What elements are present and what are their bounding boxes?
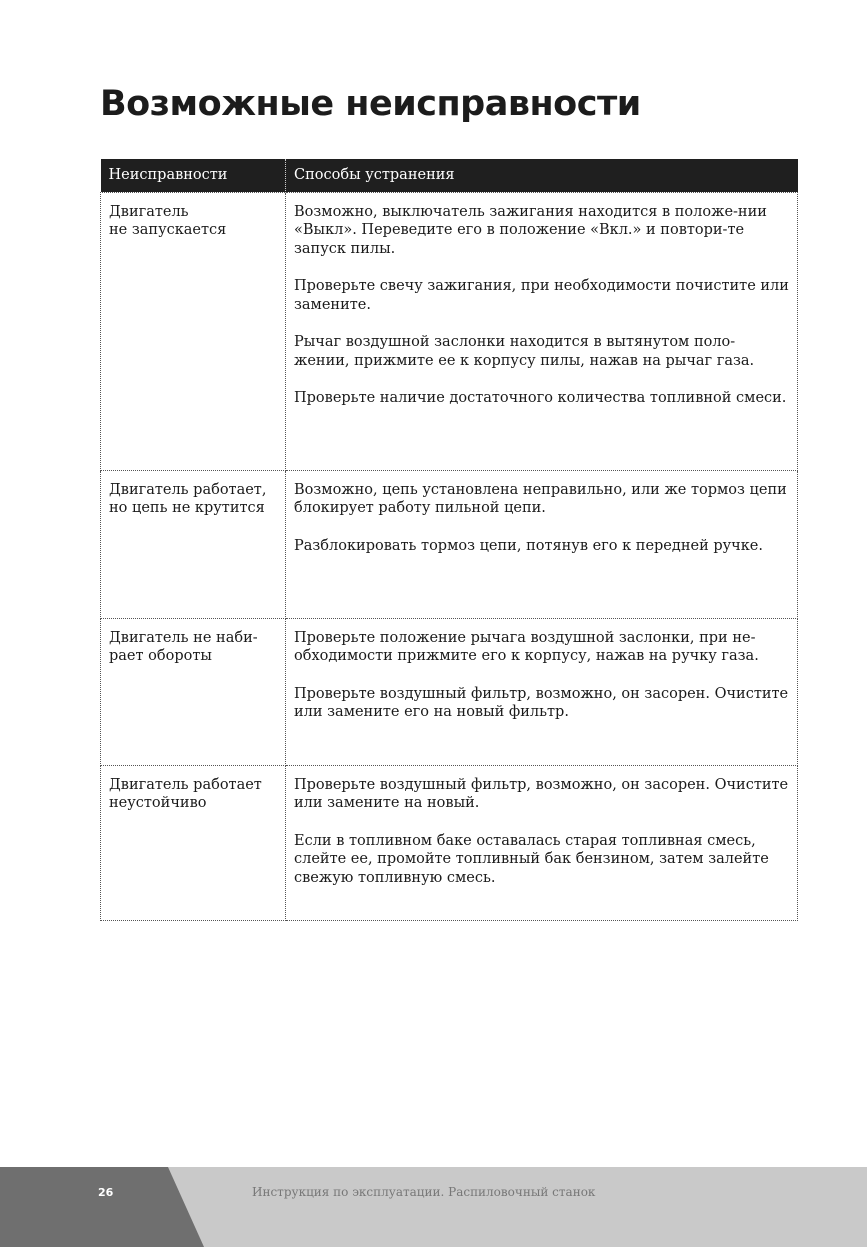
- page-number: 26: [98, 1186, 114, 1199]
- remedy-cell: [286, 618, 798, 765]
- fault-line: Двигатель работает,: [109, 481, 267, 498]
- fault-line: но цепь не крутится: [109, 500, 265, 516]
- remedy-text: Рычаг воздушной заслонки находится в вытянутом поло-жении, прижмите ее к корпусу пилы, нажав на рычаг газа.: [294, 334, 755, 369]
- table-row: [101, 192, 798, 470]
- table-row: [101, 618, 798, 765]
- remedy-text: Проверьте свечу зажигания, при необходимости почистите или замените.: [294, 278, 789, 313]
- header-remedies: Способы устранения: [286, 159, 798, 192]
- remedy-text: Если в топливном баке оставалась старая топливная смесь, слейте ее, промойте топливный бак бензином, затем залейте свежую топливную смесь.: [294, 832, 769, 886]
- table-header-row: [101, 159, 798, 192]
- fault-cell: [101, 470, 286, 618]
- remedy-text: Возможно, цепь установлена неправильно, или же тормоз цепи блокирует работу пильной цепи.: [294, 481, 787, 516]
- footer-band: [0, 1167, 867, 1247]
- table-row: [101, 765, 798, 920]
- fault-cell: [101, 765, 286, 920]
- header-faults: Неисправности: [101, 159, 286, 192]
- fault-line: Двигатель работает: [109, 776, 262, 793]
- fault-line: Двигатель: [109, 203, 189, 220]
- fault-cell: [101, 618, 286, 765]
- fault-cell: [101, 192, 286, 470]
- remedy-text: Проверьте положение рычага воздушной заслонки, при не-обходимости прижмите его к корпусу, нажав на ручку газа.: [294, 629, 759, 664]
- fault-line: неустойчиво: [109, 795, 207, 811]
- page-footer: [0, 1167, 867, 1247]
- remedy-text: Проверьте воздушный фильтр, возможно, он засорен. Очистите или замените его на новый фильтр.: [294, 685, 789, 720]
- remedy-cell: [286, 470, 798, 618]
- remedy-cell: [286, 192, 798, 470]
- fault-line: рает обороты: [109, 648, 212, 664]
- fault-line: Двигатель не наби-: [109, 629, 258, 646]
- table-row: [101, 470, 798, 618]
- fault-line: не запускается: [109, 222, 227, 238]
- remedy-text: Проверьте воздушный фильтр, возможно, он засорен. Очистите или замените на новый.: [294, 776, 789, 811]
- remedy-text: Проверьте наличие достаточного количества топливной смеси.: [294, 390, 787, 406]
- footer-dark-band: [0, 1167, 204, 1247]
- page-title: Возможные неисправности: [100, 84, 641, 124]
- document-title: Инструкция по эксплуатации. Распиловочный станок: [252, 1185, 596, 1199]
- troubleshooting-table: [100, 159, 798, 921]
- remedy-text: Разблокировать тормоз цепи, потянув его к передней ручке.: [294, 537, 763, 554]
- remedy-cell: [286, 765, 798, 920]
- remedy-text: Возможно, выключатель зажигания находится в положе-нии «Выкл». Переведите его в положение «Вкл.» и повтори-те запуск пилы.: [294, 203, 767, 257]
